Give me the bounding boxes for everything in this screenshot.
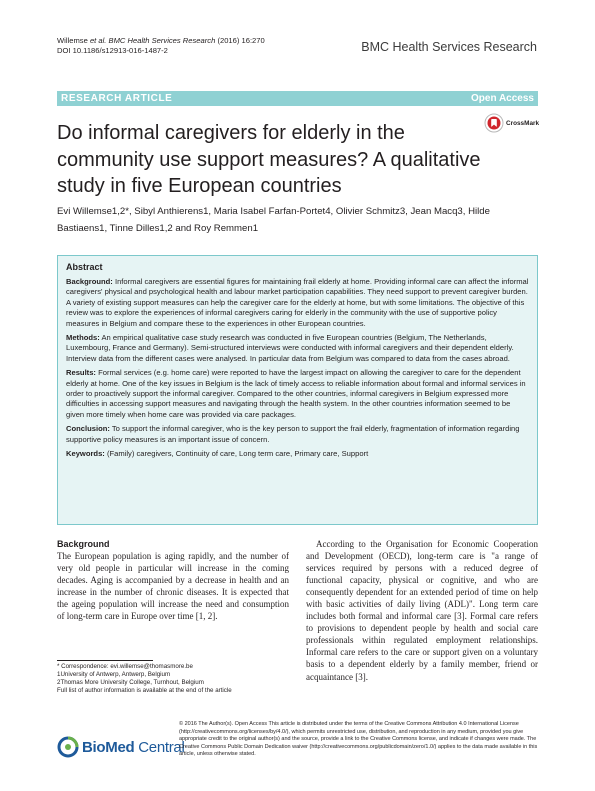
abstract-keywords-text: (Family) caregivers, Continuity of care, Long term care, Primary care, Support	[106, 449, 369, 459]
author-info-note: Full list of author information is available at the end of the article	[57, 687, 232, 695]
abstract-background	[66, 277, 529, 329]
publisher-central: Central	[138, 738, 185, 756]
crossmark-label: CrossMark	[506, 119, 540, 127]
crossmark-badge[interactable]	[484, 113, 539, 133]
abstract-heading: Abstract	[66, 262, 103, 272]
abstract-background-label: Background:	[66, 277, 113, 286]
body-column-left	[57, 538, 289, 622]
crossmark-icon	[484, 113, 504, 133]
abstract-keywords-label: Keywords:	[66, 449, 105, 459]
citation-journal: BMC Health Services Research	[108, 36, 216, 45]
author-list: Evi Willemse1,2*, Sibyl Anthierens1, Maria Isabel Farfan-Portet4, Olivier Schmitz3, Jean Macq3, Hilde Bastiaens1, Tinne Dilles1,2 and Roy Remmen1	[57, 206, 490, 234]
biomed-central-logo[interactable]	[57, 736, 185, 758]
biomed-central-swirl-icon	[57, 736, 79, 758]
affiliation-1: 1University of Antwerp, Antwerp, Belgium	[57, 671, 171, 679]
body-paragraph-right: According to the Organisation for Economic Cooperation and Development (OECD), long-term care is "a range of services required by persons with a reduced degree of functional capacity, physical or cognitive, and who are consequently dependent for an extended period of time on help with basic activities of daily living (ADL)". Long term care includes both formal and informal care [3]. Formal care refers to provisions to dependent people by health and social care professionals within regulated employment relationships. Informal care refers to the care or support given on a voluntary basis to a dependent elderly by a family member, friend or acquaintance [3].	[306, 539, 538, 682]
affiliation-2: 2Thomas More University College, Turnhout, Belgium	[57, 679, 204, 687]
license-statement: © 2016 The Author(s). Open Access This article is distributed under the terms of the Creative Commons Attribution 4.0 International License (http://creativecommons.org/licenses/by/4.0/), which permits unrestricted use, distribution, and reproduction in any medium, provided you give appropriate credit to the original author(s) and the source, provide a link to the Creative Commons license, and indicate if changes were made. The Creative Commons Public Domain Dedication waiver (http://creativecommons.org/publicdomain/zero/1.0/) applies to the data made available in this article, unless otherwise stated.	[179, 721, 538, 758]
abstract-results	[66, 368, 529, 420]
article-type-banner	[57, 91, 538, 106]
article-title: Do informal caregivers for elderly in the community use support measures? A qualitative study in five European countries	[57, 122, 481, 197]
body-paragraph-left: The European population is aging rapidly, and the number of very old people in particular will increase in the coming decades. Aging is accompanied by a decrease in health and an increase in the number of chronic diseases. It is expected that the ageing population will increase the need and consumption of long-term care in Europe over time [1, 2].	[57, 551, 289, 622]
running-header-citation	[57, 36, 265, 55]
open-access-label: Open Access	[471, 93, 534, 104]
doi-link[interactable]: DOI 10.1186/s12913-016-1487-2	[57, 45, 168, 55]
journal-title: BMC Health Services Research	[361, 40, 537, 54]
abstract-background-text: Informal caregivers are essential figures for maintaining frail elderly at home. Providing informal care can affect the informal caregivers' physical and psychological health and labour market participation capabilities. They need support to prevent caregiver burden. A variety of existing support measures can help the caregiver care for the elderly at home, but with some limitations. The objective of this review was to explore the experiences of informal caregivers caring for elderly in the community with the use of supportive policy measures in Belgium and compare these to the experiences in other European countries.	[66, 277, 529, 328]
abstract-methods-label: Methods:	[66, 333, 100, 343]
section-heading-background: Background	[57, 539, 110, 549]
body-column-right	[306, 538, 538, 683]
footnotes	[57, 663, 297, 695]
abstract-conclusion	[66, 424, 529, 445]
article-type-label: RESEARCH ARTICLE	[61, 93, 173, 104]
abstract-keywords	[66, 449, 529, 459]
abstract-methods-text: An empirical qualitative case study research was conducted in five European countries (Belgium, The Netherlands, Luxembourg, France and Germany). Semi-structured interviews were conducted with informal caregivers and their dependent elderly. Interview data from the different cases were analysed. In particular data from Belgium was compared to data from the cases abroad.	[66, 333, 514, 363]
abstract-box	[57, 255, 538, 525]
abstract-conclusion-label: Conclusion:	[66, 424, 110, 434]
abstract-conclusion-text: To support the informal caregiver, who is the key person to support the frail elderly, fragmentation of information regarding supportive policy measures is an important issue of concern.	[66, 424, 520, 444]
publisher-bio: BioMed	[82, 738, 135, 756]
abstract-results-label: Results:	[66, 368, 96, 378]
citation-etal: et al.	[89, 36, 107, 45]
abstract-methods	[66, 333, 529, 364]
citation-authors: Willemse	[57, 36, 88, 45]
correspondence-email[interactable]: * Correspondence: evi.willemse@thomasmore.be	[57, 663, 193, 670]
citation-volume: (2016) 16:270	[217, 36, 265, 45]
abstract-results-text: Formal services (e.g. home care) were reported to have the largest impact on allowing the caregiver to care for the dependent elderly at home. One of the key issues in Belgium is the lack of timely access to reliable information about formal and informal services in order to proactively support the informal caregiver. Compared to the other countries, informal caregivers in Belgium expressed more difficulties in accessing support measures and navigating through the health system. In the other countries information seemed to be given more timely when home care was provided via care packages.	[66, 368, 526, 419]
footnote-divider	[57, 660, 153, 661]
